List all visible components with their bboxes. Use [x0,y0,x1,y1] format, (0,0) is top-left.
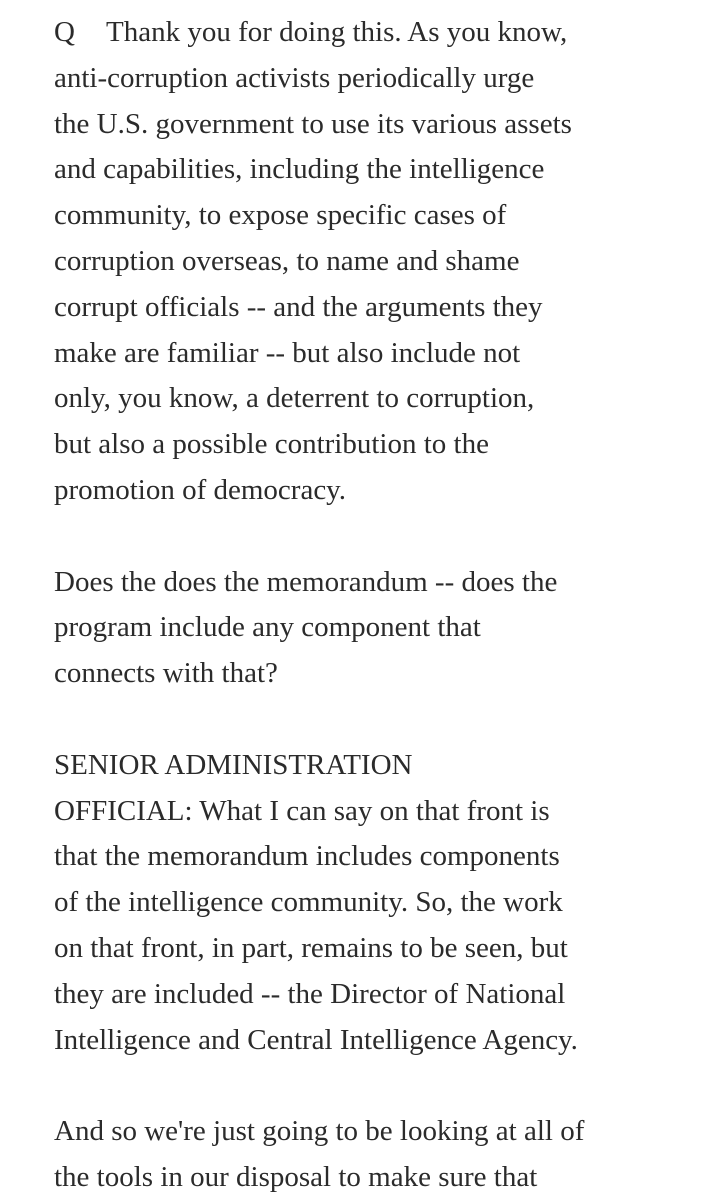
text-line: make are familiar -- but also include not [54,336,521,369]
text-line: that the memorandum includes components [54,840,560,873]
text-line: SENIOR ADMINISTRATION [54,748,413,781]
text-line: connects with that? [54,657,278,690]
followup-paragraph [54,560,704,697]
text-line: they are included -- the Director of National [54,977,566,1010]
text-line: but also a possible contribution to the [54,428,489,461]
text-line: Does the does the memorandum -- does the [54,565,558,598]
paragraph-gap [54,697,704,743]
question-paragraph [54,10,704,514]
text-line: and capabilities, including the intelligence [54,153,545,186]
text-line [54,10,704,56]
paragraph-gap [54,514,704,560]
text-line: corrupt officials -- and the arguments they [54,290,543,323]
text-line: promotion of democracy. [54,473,347,506]
text-line: corruption overseas, to name and shame [54,244,520,277]
text-line: program include any component that [54,611,481,644]
text-line: the tools in our disposal to make sure that [54,1160,538,1193]
answer-paragraph [54,743,704,1064]
paragraph-gap [54,1063,704,1109]
continuation-paragraph [54,1109,704,1201]
text-line: only, you know, a deterrent to corruption, [54,382,535,415]
speaker-label: Q [54,16,75,48]
text-line: OFFICIAL: What I can say on that front is [54,794,550,827]
text-line: And so we're just going to be looking at all of [54,1115,585,1148]
text-line: anti-corruption activists periodically urge [54,61,535,94]
text-line: of the intelligence community. So, the work [54,886,563,919]
text-line: Intelligence and Central Intelligence Agency. [54,1023,578,1056]
text-line: community, to expose specific cases of [54,199,507,232]
text-line: the U.S. government to use its various assets [54,107,572,140]
transcript-body [54,10,704,1201]
text-line: on that front, in part, remains to be seen, but [54,931,568,964]
text-line-content: Thank you for doing this. As you know, [106,16,568,48]
